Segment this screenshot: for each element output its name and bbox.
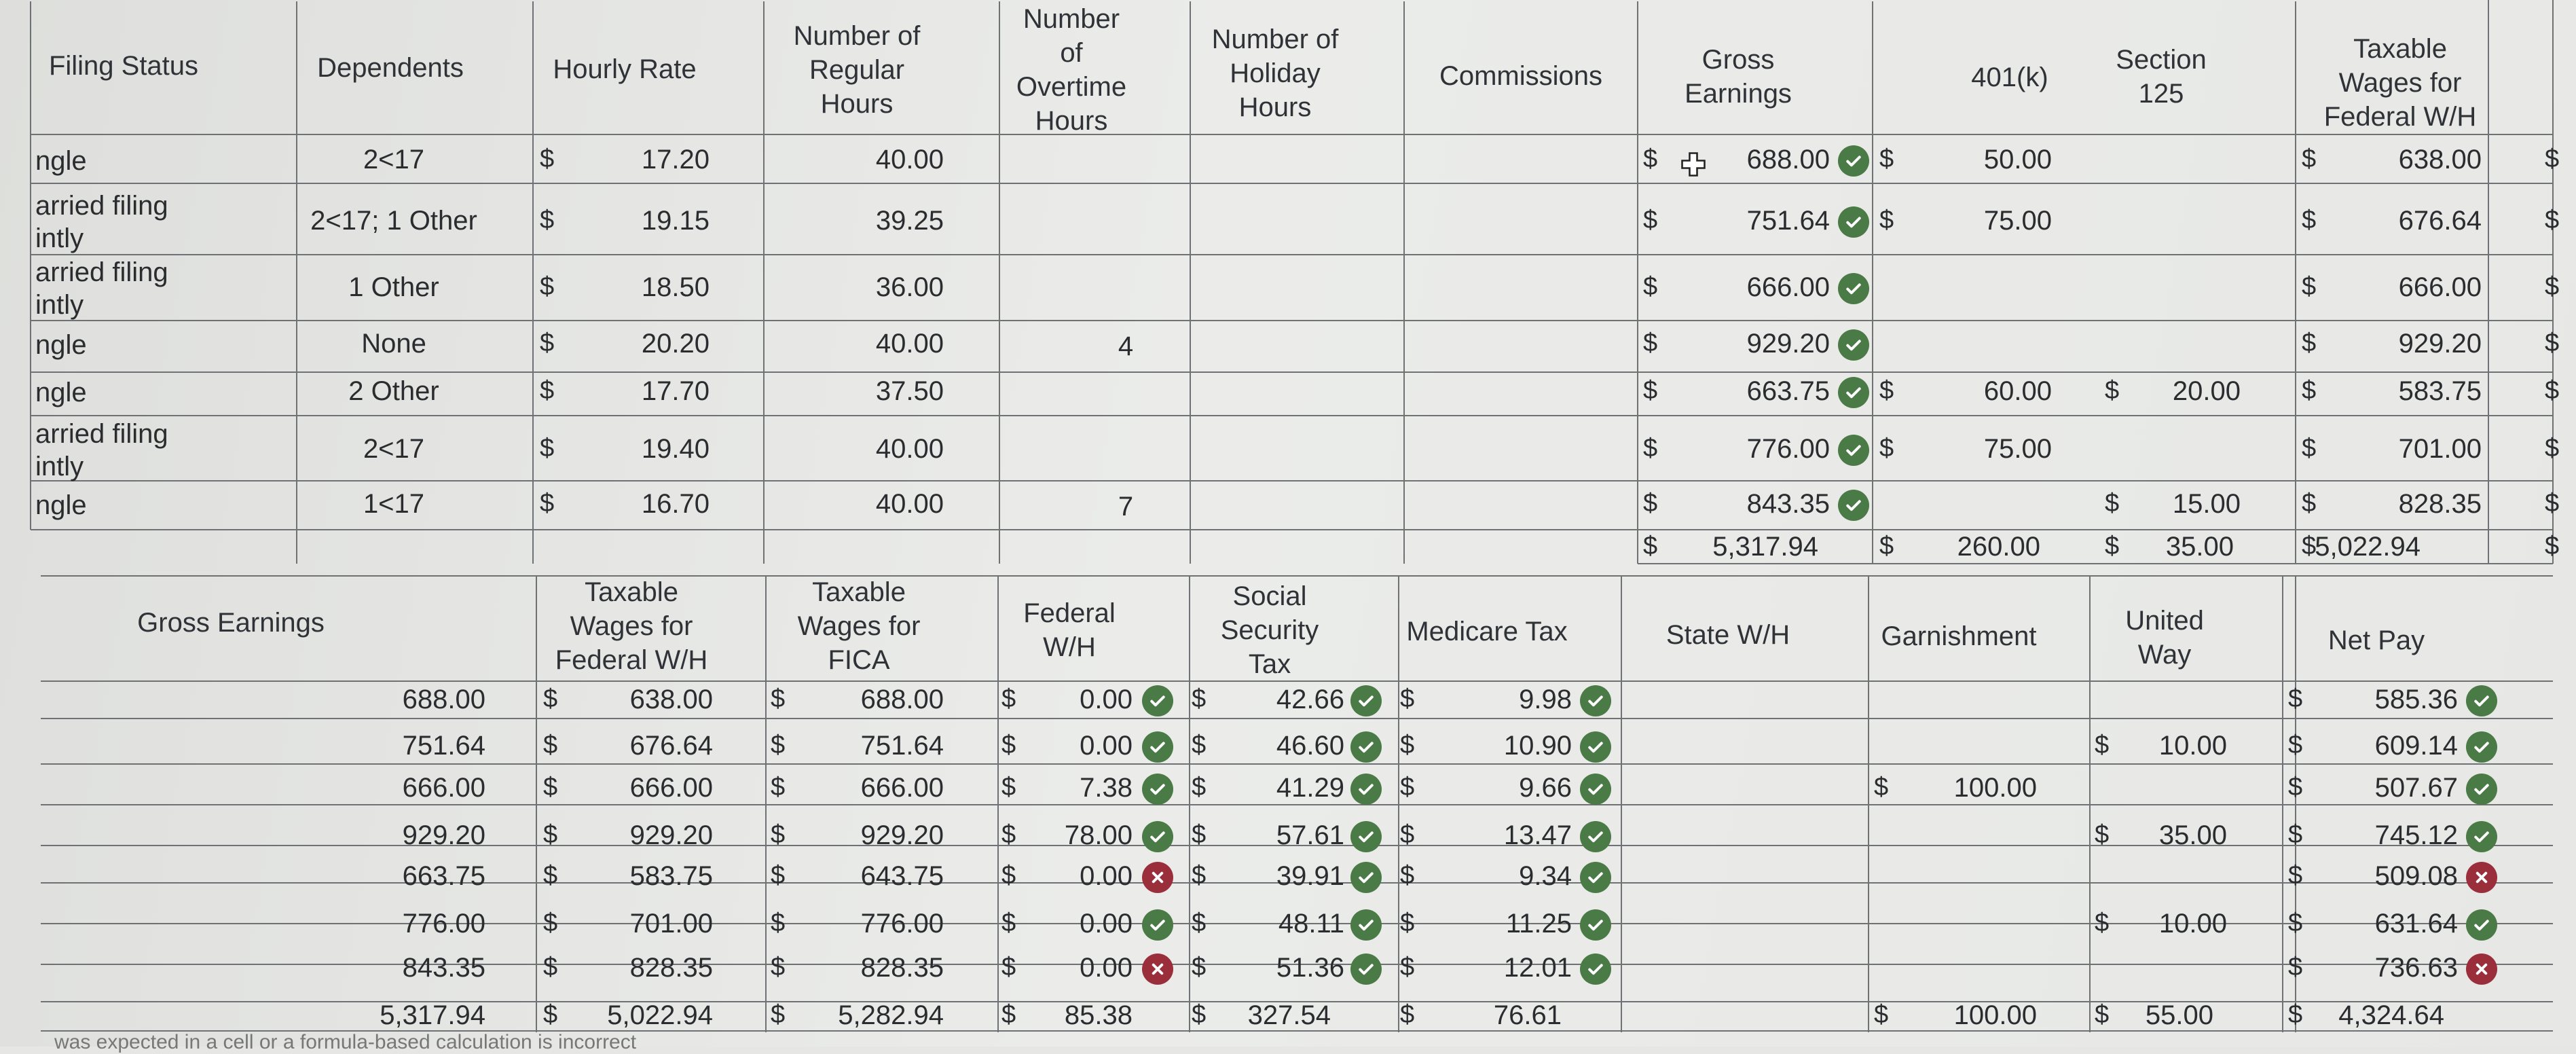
net-pay-cell: 507.67	[2374, 773, 2458, 803]
total-401k: 260.00	[1957, 532, 2040, 562]
taxable-fica-cell: 929.20	[860, 820, 944, 850]
currency-sign: $	[1001, 820, 1016, 849]
header-gross-earnings: Gross Earnings	[1685, 45, 1792, 109]
currency-sign: $	[1001, 773, 1016, 801]
currency-sign: $	[1001, 1000, 1016, 1029]
check-icon	[1350, 953, 1382, 985]
currency-sign: $	[2105, 489, 2120, 517]
medicare-cell: 11.25	[1505, 909, 1572, 939]
total-gross-earnings: 5,317.94	[1712, 532, 1818, 562]
currency-sign: $	[2288, 773, 2303, 801]
header-taxable-fwh: Taxable Wages for Federal W/H	[2323, 34, 2477, 132]
currency-sign: $	[771, 909, 786, 937]
currency-sign: $	[1400, 773, 1415, 801]
currency-sign: $	[1192, 685, 1207, 713]
check-icon	[2466, 731, 2497, 763]
currency-sign: $	[543, 909, 558, 937]
currency-sign: $	[543, 953, 558, 981]
currency-sign: $	[540, 206, 555, 234]
header-united-way: United Way	[2125, 606, 2204, 670]
check-icon	[1350, 731, 1382, 763]
currency-sign: $	[771, 1000, 786, 1029]
header-taxable-fica: Taxable Wages for FICA	[797, 577, 921, 675]
taxable-fwh-cell: 583.75	[2398, 376, 2482, 406]
federal-wh-cell: 0.00	[1080, 953, 1133, 983]
net-pay-cell: 609.14	[2374, 731, 2458, 761]
social-security-cell: 51.36	[1276, 953, 1344, 983]
regular-hours-cell: 40.00	[875, 329, 944, 359]
currency-sign: $	[1192, 820, 1207, 849]
check-icon	[1142, 909, 1173, 941]
check-icon	[1350, 685, 1382, 716]
section-125-cell: 15.00	[2172, 489, 2241, 519]
currency-sign: $	[2545, 145, 2560, 173]
currency-sign: $	[543, 861, 558, 890]
currency-sign: $	[1001, 685, 1016, 713]
currency-sign: $	[1001, 861, 1016, 890]
total-social-security: 327.54	[1247, 1000, 1331, 1030]
currency-sign: $	[2545, 206, 2560, 234]
total-net-pay: 4,324.64	[2338, 1000, 2444, 1030]
check-icon	[1838, 329, 1869, 361]
federal-wh-cell: 78.00	[1064, 820, 1133, 850]
taxable-fica-cell: 688.00	[860, 685, 944, 714]
currency-sign: $	[1643, 145, 1658, 173]
header-overtime-hours: Number of Overtime Hours	[1016, 4, 1127, 136]
taxable-fwh-cell: 828.35	[2398, 489, 2482, 519]
header-federal-wh: Federal W/H	[1023, 598, 1116, 662]
check-icon	[1350, 774, 1382, 805]
filing-status-cell: ngle	[35, 490, 87, 520]
total-gross-earnings-2: 5,317.94	[380, 1000, 485, 1030]
currency-sign: $	[1001, 909, 1016, 937]
currency-sign: $	[1192, 773, 1207, 801]
filing-status-cell: arried filing intly	[35, 257, 168, 320]
check-icon	[1838, 273, 1869, 304]
total-garnishment: 100.00	[1953, 1000, 2037, 1030]
hourly-rate-cell: 17.20	[641, 145, 710, 175]
check-icon	[1838, 377, 1869, 408]
dependents-cell: 2<17	[363, 434, 425, 464]
currency-sign: $	[1874, 1000, 1889, 1029]
gross-earnings-cell: 843.35	[1746, 489, 1830, 519]
currency-sign: $	[2302, 434, 2317, 462]
taxable-fwh-cell: 583.75	[629, 861, 713, 891]
currency-sign: $	[2302, 272, 2317, 301]
united-way-cell: 10.00	[2158, 909, 2227, 939]
currency-sign: $	[2545, 532, 2560, 560]
overtime-hours-cell: 7	[1118, 492, 1134, 522]
cell-cursor-icon	[1678, 149, 1708, 179]
gross-earnings-cell: 751.64	[1746, 206, 1830, 236]
check-icon	[1580, 953, 1611, 985]
header-dependents: Dependents	[317, 53, 464, 83]
gross-earnings-cell: 929.20	[1746, 329, 1830, 359]
total-section-125: 35.00	[2165, 532, 2234, 562]
hourly-rate-cell: 19.40	[641, 434, 710, 464]
total-united-way: 55.00	[2145, 1000, 2213, 1030]
header-gross-earnings-2: Gross Earnings	[137, 608, 325, 638]
currency-sign: $	[1192, 861, 1207, 890]
currency-sign: $	[1643, 434, 1658, 462]
header-section-125: Section 125	[2116, 45, 2207, 109]
currency-sign: $	[540, 489, 555, 517]
social-security-cell: 48.11	[1278, 909, 1344, 939]
taxable-fwh-cell: 638.00	[2398, 145, 2482, 175]
taxable-fwh-cell: 676.64	[629, 731, 713, 761]
currency-sign: $	[2095, 1000, 2110, 1029]
currency-sign: $	[1643, 489, 1658, 517]
filing-status-cell: ngle	[35, 146, 87, 176]
401k-cell: 75.00	[1983, 206, 2052, 236]
currency-sign: $	[2302, 376, 2317, 405]
currency-sign: $	[2545, 434, 2560, 462]
currency-sign: $	[771, 685, 786, 713]
net-pay-cell: 736.63	[2374, 953, 2458, 983]
taxable-fica-cell: 751.64	[860, 731, 944, 761]
currency-sign: $	[2105, 376, 2120, 405]
gross-earnings-cell: 843.35	[402, 953, 485, 983]
check-icon	[1350, 862, 1382, 893]
federal-wh-cell: 7.38	[1080, 773, 1133, 803]
dependents-cell: 1 Other	[348, 272, 439, 302]
check-icon	[2466, 909, 2497, 941]
footer-note: was expected in a cell or a formula-based calculation is incorrect	[54, 1031, 637, 1053]
gross-earnings-cell: 663.75	[402, 861, 485, 891]
currency-sign: $	[2288, 909, 2303, 937]
dependents-cell: 2 Other	[348, 376, 439, 406]
check-icon	[1838, 435, 1869, 466]
error-x-icon	[2466, 953, 2497, 985]
dependents-cell: None	[361, 329, 426, 359]
currency-sign: $	[2288, 1000, 2303, 1029]
check-icon	[1142, 774, 1173, 805]
currency-sign: $	[1879, 376, 1894, 405]
check-icon	[1838, 145, 1869, 177]
medicare-cell: 10.90	[1503, 731, 1572, 761]
check-icon	[2466, 821, 2497, 852]
total-taxable-fica: 5,282.94	[838, 1000, 944, 1030]
social-security-cell: 41.29	[1276, 773, 1344, 803]
401k-cell: 50.00	[1983, 145, 2052, 175]
currency-sign: $	[771, 861, 786, 890]
currency-sign: $	[2288, 861, 2303, 890]
check-icon	[1838, 206, 1869, 238]
hourly-rate-cell: 20.20	[641, 329, 710, 359]
401k-cell: 60.00	[1983, 376, 2052, 406]
currency-sign: $	[2545, 376, 2560, 405]
currency-sign: $	[1400, 1000, 1415, 1029]
regular-hours-cell: 40.00	[875, 434, 944, 464]
error-x-icon	[2466, 862, 2497, 893]
currency-sign: $	[1192, 1000, 1207, 1029]
currency-sign: $	[771, 820, 786, 849]
overtime-hours-cell: 4	[1118, 331, 1134, 361]
check-icon	[1142, 821, 1173, 852]
federal-wh-cell: 0.00	[1080, 731, 1133, 761]
currency-sign: $	[771, 731, 786, 759]
dependents-cell: 2<17	[363, 145, 425, 175]
medicare-cell: 9.66	[1519, 773, 1572, 803]
gross-earnings-cell: 776.00	[1746, 434, 1830, 464]
currency-sign: $	[2302, 145, 2317, 173]
currency-sign: $	[2288, 731, 2303, 759]
currency-sign: $	[1643, 532, 1658, 560]
currency-sign: $	[1643, 329, 1658, 357]
error-x-icon	[1142, 862, 1173, 893]
currency-sign: $	[540, 434, 555, 462]
currency-sign: $	[1643, 272, 1658, 301]
currency-sign: $	[2095, 820, 2110, 849]
check-icon	[1580, 774, 1611, 805]
currency-sign: $	[2288, 820, 2303, 849]
currency-sign: $	[1400, 909, 1415, 937]
gross-earnings-cell: 751.64	[402, 731, 485, 761]
taxable-fwh-cell: 666.00	[2398, 272, 2482, 302]
united-way-cell: 10.00	[2158, 731, 2227, 761]
currency-sign: $	[1400, 685, 1415, 713]
currency-sign: $	[1874, 773, 1889, 801]
check-icon	[1580, 862, 1611, 893]
taxable-fwh-cell: 701.00	[629, 909, 713, 939]
currency-sign: $	[543, 773, 558, 801]
total-medicare: 76.61	[1493, 1000, 1562, 1030]
currency-sign: $	[2105, 532, 2120, 560]
header-401k: 401(k)	[1971, 62, 2048, 92]
hourly-rate-cell: 18.50	[641, 272, 710, 302]
check-icon	[1350, 909, 1382, 941]
header-commissions: Commissions	[1439, 61, 1603, 91]
header-garnishment: Garnishment	[1881, 621, 2037, 651]
section-125-cell: 20.00	[2172, 376, 2241, 406]
currency-sign: $	[1192, 909, 1207, 937]
taxable-fwh-cell: 828.35	[629, 953, 713, 983]
federal-wh-cell: 0.00	[1080, 861, 1133, 891]
header-filing-status: Filing Status	[48, 51, 199, 81]
taxable-fica-cell: 828.35	[860, 953, 944, 983]
currency-sign: $	[543, 731, 558, 759]
united-way-cell: 35.00	[2158, 820, 2227, 850]
net-pay-cell: 509.08	[2374, 861, 2458, 891]
taxable-fwh-cell: 929.20	[629, 820, 713, 850]
filing-status-cell: ngle	[35, 378, 87, 407]
currency-sign: $	[543, 685, 558, 713]
currency-sign: $	[2095, 731, 2110, 759]
currency-sign: $	[1400, 861, 1415, 890]
currency-sign: $	[1643, 206, 1658, 234]
header-social-security: Social Security Tax	[1220, 581, 1319, 679]
social-security-cell: 42.66	[1276, 685, 1344, 714]
currency-sign: $	[1192, 953, 1207, 981]
check-icon	[1350, 821, 1382, 852]
check-icon	[1580, 685, 1611, 716]
check-icon	[1580, 909, 1611, 941]
net-pay-cell: 585.36	[2374, 685, 2458, 714]
currency-sign: $	[540, 376, 555, 405]
taxable-fica-cell: 643.75	[860, 861, 944, 891]
currency-sign: $	[2302, 329, 2317, 357]
taxable-fwh-cell: 929.20	[2398, 329, 2482, 359]
header-taxable-fwh-2: Taxable Wages for Federal W/H	[555, 577, 708, 675]
regular-hours-cell: 40.00	[875, 489, 944, 519]
currency-sign: $	[2302, 206, 2317, 234]
currency-sign: $	[2302, 532, 2317, 560]
currency-sign: $	[1001, 731, 1016, 759]
currency-sign: $	[1879, 434, 1894, 462]
check-icon	[1580, 821, 1611, 852]
currency-sign: $	[2095, 909, 2110, 937]
check-icon	[2466, 685, 2497, 716]
gross-earnings-cell: 666.00	[402, 773, 485, 803]
social-security-cell: 57.61	[1276, 820, 1344, 850]
taxable-fica-cell: 776.00	[860, 909, 944, 939]
currency-sign: $	[1400, 820, 1415, 849]
gross-earnings-cell: 929.20	[402, 820, 485, 850]
regular-hours-cell: 36.00	[875, 272, 944, 302]
check-icon	[1580, 731, 1611, 763]
currency-sign: $	[1879, 206, 1894, 234]
error-x-icon	[1142, 953, 1173, 985]
gross-earnings-cell: 663.75	[1746, 376, 1830, 406]
taxable-fwh-cell: 676.64	[2398, 206, 2482, 236]
currency-sign: $	[2545, 272, 2560, 301]
medicare-cell: 13.47	[1503, 820, 1572, 850]
header-state-wh: State W/H	[1666, 620, 1790, 650]
currency-sign: $	[1192, 731, 1207, 759]
hourly-rate-cell: 19.15	[641, 206, 710, 236]
social-security-cell: 39.91	[1276, 861, 1344, 891]
taxable-fwh-cell: 638.00	[629, 685, 713, 714]
check-icon	[1142, 685, 1173, 716]
currency-sign: $	[1400, 953, 1415, 981]
currency-sign: $	[1643, 376, 1658, 405]
gross-earnings-cell: 776.00	[402, 909, 485, 939]
currency-sign: $	[1001, 953, 1016, 981]
currency-sign: $	[543, 1000, 558, 1029]
currency-sign: $	[540, 272, 555, 301]
header-net-pay: Net Pay	[2327, 625, 2425, 655]
currency-sign: $	[540, 329, 555, 357]
401k-cell: 75.00	[1983, 434, 2052, 464]
regular-hours-cell: 40.00	[875, 145, 944, 175]
taxable-fwh-cell: 701.00	[2398, 434, 2482, 464]
header-medicare: Medicare Tax	[1406, 617, 1568, 647]
currency-sign: $	[2545, 329, 2560, 357]
check-icon	[2466, 774, 2497, 805]
medicare-cell: 9.98	[1519, 685, 1572, 714]
check-icon	[1142, 731, 1173, 763]
currency-sign: $	[543, 820, 558, 849]
total-taxable-fwh: 5,022.94	[2315, 532, 2421, 562]
hourly-rate-cell: 16.70	[641, 489, 710, 519]
filing-status-cell: ngle	[35, 330, 87, 360]
filing-status-cell: arried filing intly	[35, 419, 168, 481]
header-holiday-hours: Number of Holiday Hours	[1211, 24, 1339, 122]
garnishment-cell: 100.00	[1953, 773, 2037, 803]
medicare-cell: 9.34	[1519, 861, 1572, 891]
check-icon	[1838, 490, 1869, 521]
federal-wh-cell: 0.00	[1080, 909, 1133, 939]
regular-hours-cell: 37.50	[875, 376, 944, 406]
hourly-rate-cell: 17.70	[641, 376, 710, 406]
net-pay-cell: 631.64	[2374, 909, 2458, 939]
total-federal-wh: 85.38	[1064, 1000, 1133, 1030]
currency-sign: $	[1400, 731, 1415, 759]
total-taxable-fwh-2: 5,022.94	[607, 1000, 713, 1030]
currency-sign: $	[771, 953, 786, 981]
header-hourly-rate: Hourly Rate	[553, 54, 697, 84]
gross-earnings-cell: 688.00	[402, 685, 485, 714]
gross-earnings-cell: 666.00	[1746, 272, 1830, 302]
currency-sign: $	[2288, 953, 2303, 981]
currency-sign: $	[1879, 145, 1894, 173]
currency-sign: $	[771, 773, 786, 801]
gross-earnings-cell: 688.00	[1746, 145, 1830, 175]
currency-sign: $	[540, 145, 555, 173]
social-security-cell: 46.60	[1276, 731, 1344, 761]
dependents-cell: 1<17	[363, 489, 425, 519]
taxable-fica-cell: 666.00	[860, 773, 944, 803]
currency-sign: $	[1879, 532, 1894, 560]
regular-hours-cell: 39.25	[875, 206, 944, 236]
federal-wh-cell: 0.00	[1080, 685, 1133, 714]
medicare-cell: 12.01	[1503, 953, 1572, 983]
header-regular-hours: Number of Regular Hours	[793, 21, 921, 119]
filing-status-cell: arried filing intly	[35, 191, 168, 253]
dependents-cell: 2<17; 1 Other	[310, 206, 477, 236]
currency-sign: $	[2288, 685, 2303, 713]
currency-sign: $	[2302, 489, 2317, 517]
taxable-fwh-cell: 666.00	[629, 773, 713, 803]
currency-sign: $	[2545, 489, 2560, 517]
net-pay-cell: 745.12	[2374, 820, 2458, 850]
